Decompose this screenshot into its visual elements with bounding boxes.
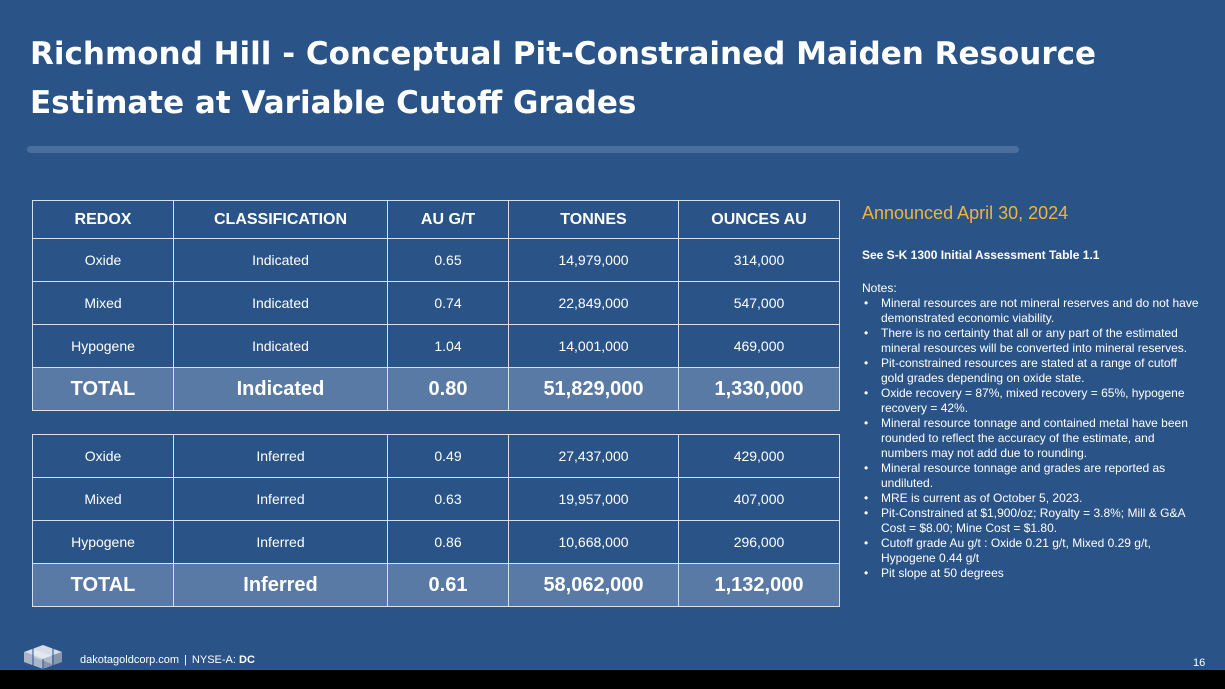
note-item: • Cutoff grade Au g/t : Oxide 0.21 g/t, Mixed 0.29 g/t, Hypogene 0.44 g/t: [862, 536, 1202, 566]
note-item: • Mineral resources are not mineral reserves and do not have demonstrated economic viability.: [862, 296, 1202, 326]
table-row: [33, 521, 840, 564]
table-header-row: [33, 201, 840, 239]
cell-grade: 1.04: [388, 325, 509, 368]
total-ounces: 1,330,000: [679, 368, 840, 411]
reference-note: See S-K 1300 Initial Assessment Table 1.1: [862, 248, 1100, 262]
footer-ticker: DC: [239, 654, 255, 666]
page-number: 16: [1193, 657, 1206, 669]
cell-ounces: 469,000: [679, 325, 840, 368]
total-grade: 0.61: [388, 564, 509, 607]
title-line-1: Richmond Hill - Conceptual Pit-Constrained Maiden Resource: [30, 36, 1097, 72]
cube-logo-icon: [22, 644, 64, 670]
notes-list: [862, 296, 1202, 581]
table-row: [33, 478, 840, 521]
note-item: • There is no certainty that all or any part of the estimated mineral resources will be converted into mineral reserves.: [862, 326, 1202, 356]
footer-website: dakotagoldcorp.com: [80, 654, 180, 666]
cell-grade: 0.65: [388, 239, 509, 282]
cell-redox: Hypogene: [33, 521, 174, 564]
note-item: • Oxide recovery = 87%, mixed recovery = 65%, hypogene recovery = 42%.: [862, 386, 1202, 416]
cell-ounces: 547,000: [679, 282, 840, 325]
total-tonnes: 58,062,000: [509, 564, 679, 607]
header-redox: REDOX: [33, 201, 174, 239]
note-item: • MRE is current as of October 5, 2023.: [862, 491, 1202, 506]
cell-classification: Inferred: [174, 521, 388, 564]
table-row: [33, 239, 840, 282]
header-ounces: OUNCES AU: [679, 201, 840, 239]
cell-grade: 0.86: [388, 521, 509, 564]
cell-tonnes: 27,437,000: [509, 435, 679, 478]
cell-redox: Oxide: [33, 239, 174, 282]
total-classification: Inferred: [174, 564, 388, 607]
cell-classification: Indicated: [174, 282, 388, 325]
cell-redox: Oxide: [33, 435, 174, 478]
inferred-total-row: [33, 564, 840, 607]
table-row: [33, 282, 840, 325]
footer-exchange: NYSE-A:: [191, 654, 236, 666]
total-label: TOTAL: [33, 368, 174, 411]
title-line-2: Estimate at Variable Cutoff Grades: [30, 85, 637, 121]
total-ounces: 1,132,000: [679, 564, 840, 607]
note-item: • Mineral resource tonnage and grades are reported as undiluted.: [862, 461, 1202, 491]
inferred-resource-table: [32, 434, 840, 607]
table-row: [33, 325, 840, 368]
cell-tonnes: 14,979,000: [509, 239, 679, 282]
indicated-resource-table: [32, 200, 840, 411]
total-tonnes: 51,829,000: [509, 368, 679, 411]
cell-redox: Mixed: [33, 478, 174, 521]
cell-ounces: 429,000: [679, 435, 840, 478]
title-divider: [27, 146, 1019, 153]
header-classification: CLASSIFICATION: [174, 201, 388, 239]
announcement-date: Announced April 30, 2024: [862, 203, 1069, 223]
total-grade: 0.80: [388, 368, 509, 411]
cell-tonnes: 19,957,000: [509, 478, 679, 521]
header-tonnes: TONNES: [509, 201, 679, 239]
cell-tonnes: 10,668,000: [509, 521, 679, 564]
total-classification: Indicated: [174, 368, 388, 411]
cell-tonnes: 22,849,000: [509, 282, 679, 325]
slide-title: [30, 30, 1130, 128]
cell-ounces: 407,000: [679, 478, 840, 521]
cell-grade: 0.74: [388, 282, 509, 325]
bottom-letterbox: [0, 670, 1225, 689]
cell-ounces: 314,000: [679, 239, 840, 282]
indicated-total-row: [33, 368, 840, 411]
footer-company-info: [80, 654, 255, 666]
cell-grade: 0.63: [388, 478, 509, 521]
cell-tonnes: 14,001,000: [509, 325, 679, 368]
notes-heading: Notes:: [862, 281, 897, 295]
footer-separator: |: [184, 654, 187, 666]
header-grade: AU G/T: [388, 201, 509, 239]
note-item: • Pit slope at 50 degrees: [862, 566, 1202, 581]
note-item: • Pit-Constrained at $1,900/oz; Royalty = 3.8%; Mill & G&A Cost = $8.00; Mine Cost = $1.80.: [862, 506, 1202, 536]
note-item: • Mineral resource tonnage and contained metal have been rounded to reflect the accuracy of the estimate, and numbers may not add due to rounding.: [862, 416, 1202, 461]
cell-ounces: 296,000: [679, 521, 840, 564]
cell-classification: Indicated: [174, 325, 388, 368]
total-label: TOTAL: [33, 564, 174, 607]
cell-classification: Inferred: [174, 478, 388, 521]
table-row: [33, 435, 840, 478]
cell-redox: Mixed: [33, 282, 174, 325]
cell-classification: Inferred: [174, 435, 388, 478]
note-item: • Pit-constrained resources are stated at a range of cutoff gold grades depending on oxide state.: [862, 356, 1202, 386]
cell-redox: Hypogene: [33, 325, 174, 368]
cell-classification: Indicated: [174, 239, 388, 282]
cell-grade: 0.49: [388, 435, 509, 478]
